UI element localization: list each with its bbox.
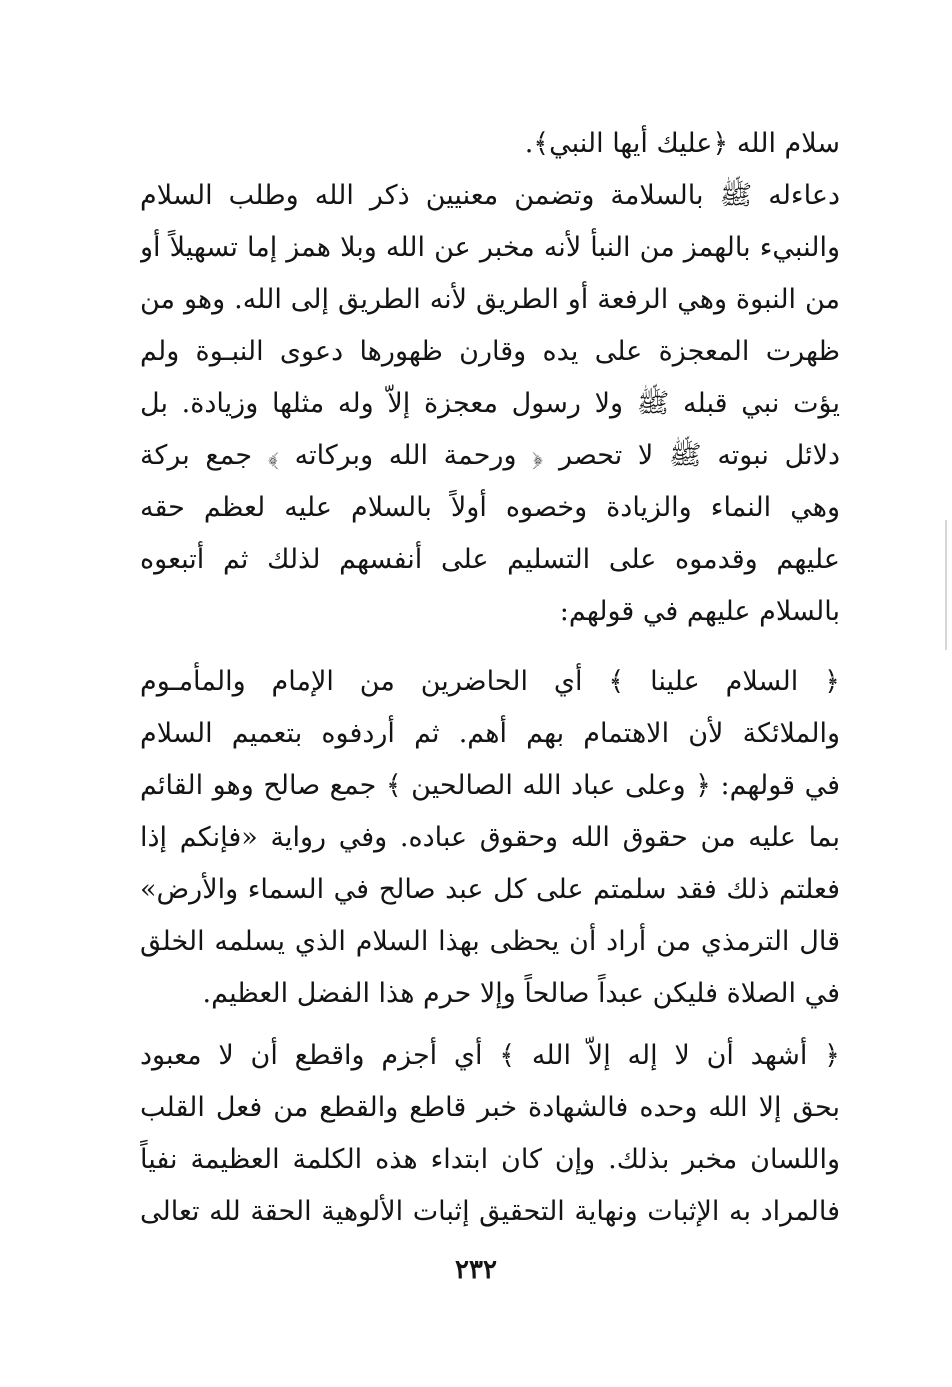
text-line: بحق إلا الله وحده فالشهادة خبر قاطع والقطع من فعل القلب <box>140 1092 840 1123</box>
text-line: وهي النماء والزيادة وخصوه أولاً بالسلام عليه لعظم حقه <box>140 492 840 523</box>
page-number: ٢٣٢ <box>455 1255 497 1285</box>
paragraph-3 <box>140 1030 840 1238</box>
scan-edge-mark <box>945 520 947 650</box>
text-line: فعلتم ذلك فقد سلمتم على كل عبد صالح في السماء والأرض» <box>140 874 840 905</box>
text-line: عليهم وقدموه على التسليم على أنفسهم لذلك ثم أتبعوه <box>140 544 840 575</box>
text-line: بالسلام عليهم في قولهم: <box>559 596 840 627</box>
text-line: بما عليه من حقوق الله وحقوق عباده. وفي رواية «فإنكم إذا <box>140 822 840 853</box>
text-line: فالمراد به الإثبات ونهاية التحقيق إثبات الألوهية الحقة لله تعالى <box>140 1196 840 1227</box>
text-line: ظهرت المعجزة على يده وقارن ظهورها دعوى النبـوة ولم <box>140 336 840 367</box>
text-line: في قولهم: ﴿ وعلى عباد الله الصالحين ﴾ جمع صالح وهو القائم <box>140 770 840 801</box>
paragraph-2 <box>140 656 840 1020</box>
text-line: يؤت نبي قبله ﷺ ولا رسول معجزة إلاّ وله مثلها وزيادة. بل <box>140 388 840 419</box>
text-line: واللسان مخبر بذلك. وإن كان ابتداء هذه الكلمة العظيمة نفياً <box>140 1144 840 1175</box>
text-line: دعاءله ﷺ بالسلامة وتضمن معنيين ذكر الله وطلب السلام <box>140 180 840 211</box>
text-line: دلائل نبوته ﷺ لا تحصر ﴿ ورحمة الله وبركاته ﴾ جمع بركة <box>140 440 840 471</box>
text-line: ﴿ أشهد أن لا إله إلاّ الله ﴾ أي أجزم واقطع أن لا معبود <box>140 1040 840 1071</box>
text-line: والنبيء بالهمز من النبأ لأنه مخبر عن الله وبلا همز إما تسهيلاً أو <box>140 232 840 263</box>
paragraph-1 <box>140 118 840 638</box>
text-line: والملائكة لأن الاهتمام بهم أهم. ثم أردفوه بتعميم السلام <box>140 718 840 749</box>
text-line: سلام الله ﴿عليك أيها النبي﴾. <box>524 128 840 159</box>
text-line: من النبوة وهي الرفعة أو الطريق لأنه الطريق إلى الله. وهو من <box>140 284 840 315</box>
text-line: في الصلاة فليكن عبداً صالحاً وإلا حرم هذا الفضل العظيم. <box>202 978 840 1009</box>
text-line: قال الترمذي من أراد أن يحظى بهذا السلام الذي يسلمه الخلق <box>140 926 840 957</box>
text-line: ﴿ السلام علينا ﴾ أي الحاضرين من الإمام والمأمـوم <box>140 666 840 697</box>
